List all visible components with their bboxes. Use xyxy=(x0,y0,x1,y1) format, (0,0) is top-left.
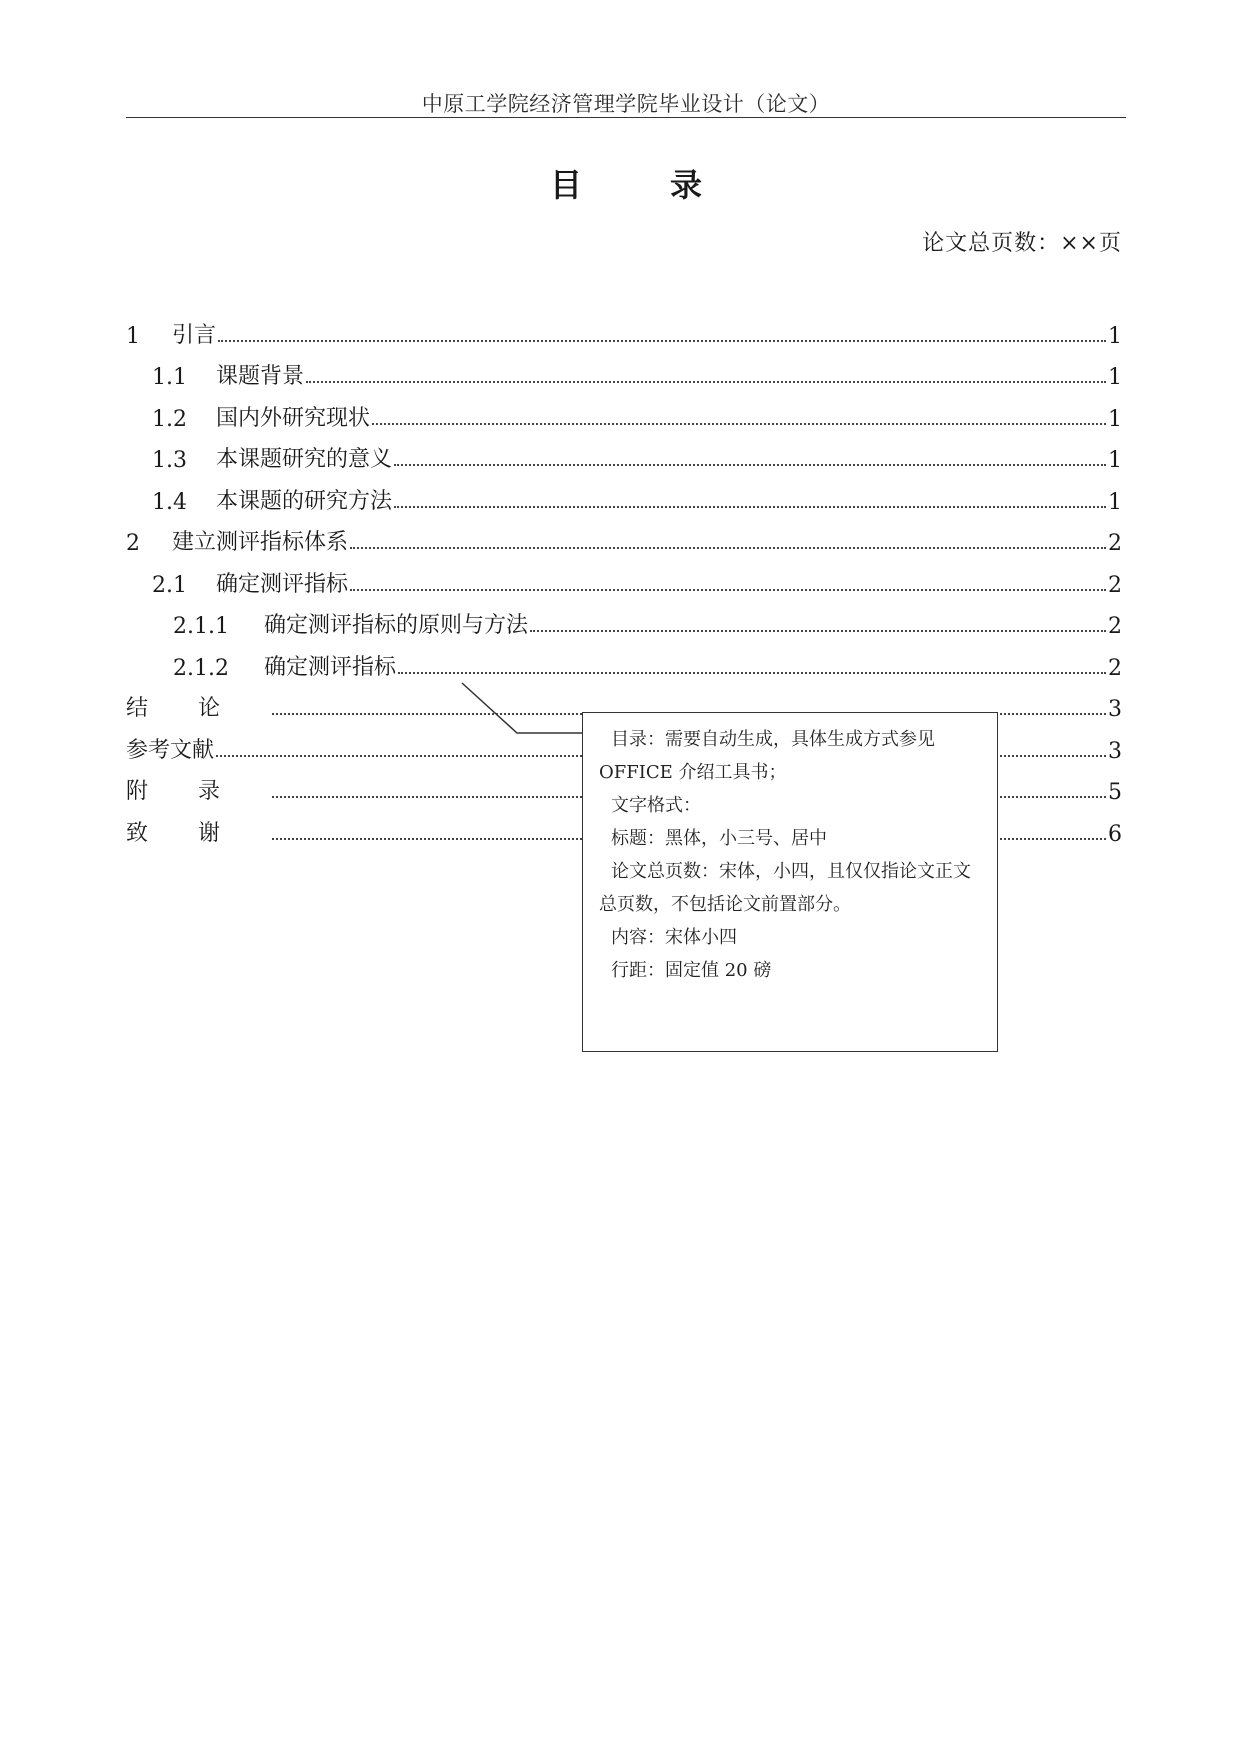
toc-number: 2 xyxy=(126,531,140,556)
toc-number: 1.4 xyxy=(152,490,187,515)
toc-page-number: 2 xyxy=(1108,573,1122,598)
toc-number: 2.1.2 xyxy=(173,656,229,681)
toc-page-number: 2 xyxy=(1108,656,1122,681)
toc-page-number: 1 xyxy=(1108,490,1122,515)
toc-number: 1.3 xyxy=(152,448,187,473)
note-line: 论文总页数：宋体，小四，且仅仅指论文正文 xyxy=(611,861,971,882)
toc-label: 致谢 xyxy=(126,821,271,846)
toc-label: 确定测评指标 xyxy=(264,655,397,680)
note-line: 内容：宋体小四 xyxy=(611,927,737,948)
toc-label: 本课题的研究方法 xyxy=(216,489,393,514)
toc-page-number: 1 xyxy=(1108,365,1122,390)
toc-label: 结论 xyxy=(126,696,271,721)
page-title: 目 录 xyxy=(549,166,730,204)
toc-page-number: 1 xyxy=(1108,324,1122,349)
toc-number: 2.1.1 xyxy=(173,614,229,639)
toc-label: 建立测评指标体系 xyxy=(172,530,349,555)
toc-page-number: 5 xyxy=(1108,780,1122,805)
note-line: OFFICE 介绍工具书； xyxy=(599,762,787,783)
toc-label: 本课题研究的意义 xyxy=(216,447,393,472)
toc-label: 国内外研究现状 xyxy=(216,406,371,431)
page-header: 中原工学院经济管理学院毕业设计（论文） xyxy=(421,92,831,116)
note-line: 文字格式： xyxy=(611,795,701,816)
toc-page-number: 1 xyxy=(1108,407,1122,432)
toc-page-number: 3 xyxy=(1108,697,1122,722)
toc-number: 1.1 xyxy=(152,365,187,390)
toc-number: 2.1 xyxy=(152,573,187,598)
toc-page-number: 2 xyxy=(1108,531,1122,556)
toc-label: 课题背景 xyxy=(216,364,305,389)
note-line: 目录：需要自动生成，具体生成方式参见 xyxy=(611,729,935,750)
format-note-callout xyxy=(582,712,998,1052)
toc-label: 附录 xyxy=(126,779,271,804)
toc-page-number: 6 xyxy=(1108,822,1122,847)
note-line: 行距：固定值 20 磅 xyxy=(611,960,772,981)
toc-label: 参考文献 xyxy=(126,738,215,763)
toc-number: 1 xyxy=(126,324,140,349)
toc-page-number: 3 xyxy=(1108,739,1122,764)
note-line: 总页数，不包括论文前置部分。 xyxy=(599,894,851,915)
note-line: 标题：黑体，小三号、居中 xyxy=(611,828,827,849)
toc-number: 1.2 xyxy=(152,407,187,432)
toc-label: 引言 xyxy=(172,323,217,348)
page-count-label: 论文总页数：××页 xyxy=(922,231,1122,256)
toc-label: 确定测评指标的原则与方法 xyxy=(264,613,529,638)
toc-page-number: 2 xyxy=(1108,614,1122,639)
toc-page-number: 1 xyxy=(1108,448,1122,473)
toc-label: 确定测评指标 xyxy=(216,572,349,597)
